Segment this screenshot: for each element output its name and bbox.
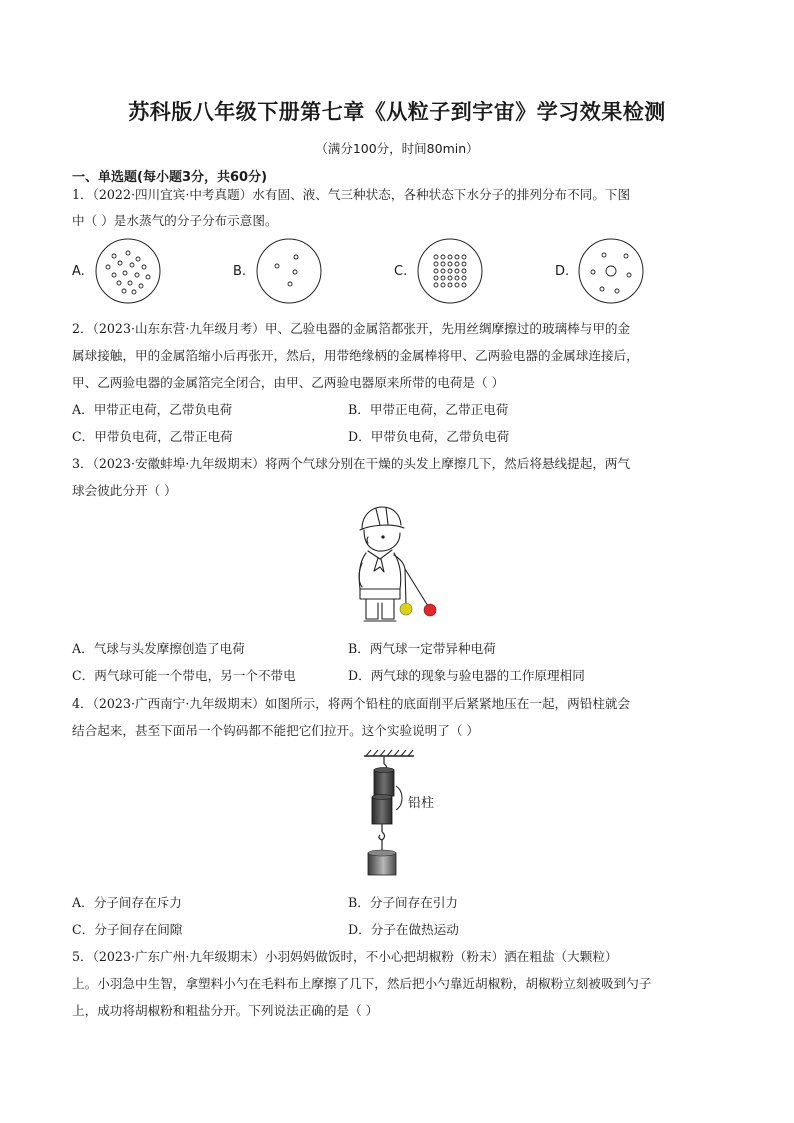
q2-option-b[interactable]: B．甲带正电荷，乙带正电荷	[348, 402, 509, 417]
molecule-dot	[455, 255, 459, 259]
page-subtitle: （满分100分，时间80min）	[315, 141, 479, 156]
molecule-dot	[462, 269, 466, 273]
q4-option-c[interactable]: C．分子间存在间隙	[72, 922, 183, 937]
molecule-dot	[448, 276, 452, 280]
molecule-dot	[434, 276, 438, 280]
q4-option-b[interactable]: B．分子间存在引力	[348, 895, 459, 910]
q1-option-d-label: D.	[555, 264, 570, 279]
q1-diagram-d	[577, 237, 647, 307]
section-heading: 一、单选题(每小题3分，共60分)	[72, 170, 268, 185]
q1-diagram-c	[416, 237, 486, 307]
q1-diagram-b	[255, 237, 325, 307]
q2-line-1: 2．（2023·山东东营·九年级月考）甲、乙验电器的金属箔都张开，先用丝绸摩擦过的玻璃棒与甲的金	[72, 321, 631, 336]
molecule-dot	[434, 262, 438, 266]
red-balloon	[424, 604, 436, 616]
molecule-dot	[462, 255, 466, 259]
molecule-dot	[448, 269, 452, 273]
molecule-dot	[441, 262, 445, 266]
molecule-dot	[441, 255, 445, 259]
q3-option-a[interactable]: A．气球与头发摩擦创造了电荷	[72, 641, 245, 656]
q5-line-2: 上。小羽急中生智，拿塑料小勺在毛料布上摩擦了几下，然后把小勺靠近胡椒粉，胡椒粉立刻被吸到勺子	[72, 976, 652, 991]
molecule-dot	[434, 269, 438, 273]
q4-lead-cylinder-figure	[360, 748, 440, 883]
molecule-dot	[462, 276, 466, 280]
molecule-dot	[448, 283, 452, 287]
q1-option-b-label: B.	[233, 264, 247, 279]
molecule-dot	[441, 269, 445, 273]
molecule-dot	[455, 269, 459, 273]
q4-option-d[interactable]: D．分子在做热运动	[348, 922, 459, 937]
q1-line-2: 中（ ）是水蒸气的分子分布示意图。	[72, 213, 278, 228]
page-title: 苏科版八年级下册第七章《从粒子到宇宙》学习效果检测	[128, 100, 666, 124]
q2-option-c[interactable]: C．甲带负电荷，乙带正电荷	[72, 429, 233, 444]
q1-option-c-label: C.	[394, 264, 408, 279]
molecule-dot	[434, 283, 438, 287]
molecule-dot	[455, 283, 459, 287]
q4-option-a[interactable]: A．分子间存在斥力	[72, 895, 182, 910]
q5-line-1: 5．（2023·广东广州·九年级期末）小羽妈妈做饭时，不小心把胡椒粉（粉末）洒在粗盐（大颗粒）	[72, 949, 618, 964]
q2-option-a[interactable]: A．甲带正电荷，乙带负电荷	[72, 402, 233, 417]
q1-option-a-label: A.	[72, 264, 85, 279]
q3-line-1: 3．（2023·安徽蚌埠·九年级期末）将两个气球分别在干燥的头发上摩擦几下，然后将悬线提起，两气	[72, 456, 631, 471]
molecule-dot	[455, 262, 459, 266]
molecule-dot	[455, 276, 459, 280]
q3-option-d[interactable]: D．两气球的现象与验电器的工作原理相同	[348, 668, 585, 683]
q4-line-2: 结合起来，甚至下面吊一个钩码都不能把它们拉开。这个实验说明了（ ）	[72, 723, 480, 738]
q1-line-1: 1．（2022·四川宜宾·中考真题）水有固、液、气三种状态，各种状态下水分子的排列分布不同。下图	[72, 187, 631, 202]
molecule-dot	[448, 262, 452, 266]
q2-line-2: 属球接触，甲的金属箔缩小后再张开，然后，用带绝缘柄的金属棒将甲、乙两验电器的金属球连接后，	[72, 348, 639, 363]
q3-option-b[interactable]: B．两气球一定带异种电荷	[348, 641, 496, 656]
molecule-dot	[462, 283, 466, 287]
molecule-dot	[441, 283, 445, 287]
q2-line-3: 甲、乙两验电器的金属箔完全闭合，由甲、乙两验电器原来所带的电荷是（ ）	[72, 375, 505, 390]
molecule-dot	[448, 255, 452, 259]
q4-figure-label: 铅柱	[408, 796, 435, 811]
q3-line-2: 球会彼此分开（ ）	[72, 483, 177, 498]
q3-child-balloons-figure	[350, 503, 445, 628]
yellow-balloon	[400, 603, 412, 615]
q2-option-d[interactable]: D．甲带负电荷，乙带负电荷	[348, 429, 510, 444]
q3-option-c[interactable]: C．两气球可能一个带电，另一个不带电	[72, 668, 296, 683]
molecule-dot	[434, 255, 438, 259]
q5-line-3: 上，成功将胡椒粉和粗盐分开。下列说法正确的是（ ）	[72, 1003, 379, 1018]
molecule-dot	[462, 262, 466, 266]
q4-line-1: 4．（2023·广西南宁·九年级期末）如图所示，将两个铅柱的底面削平后紧紧地压在一起，两铅柱就会	[72, 696, 631, 711]
q1-diagram-a	[94, 237, 164, 307]
molecule-dot	[441, 276, 445, 280]
